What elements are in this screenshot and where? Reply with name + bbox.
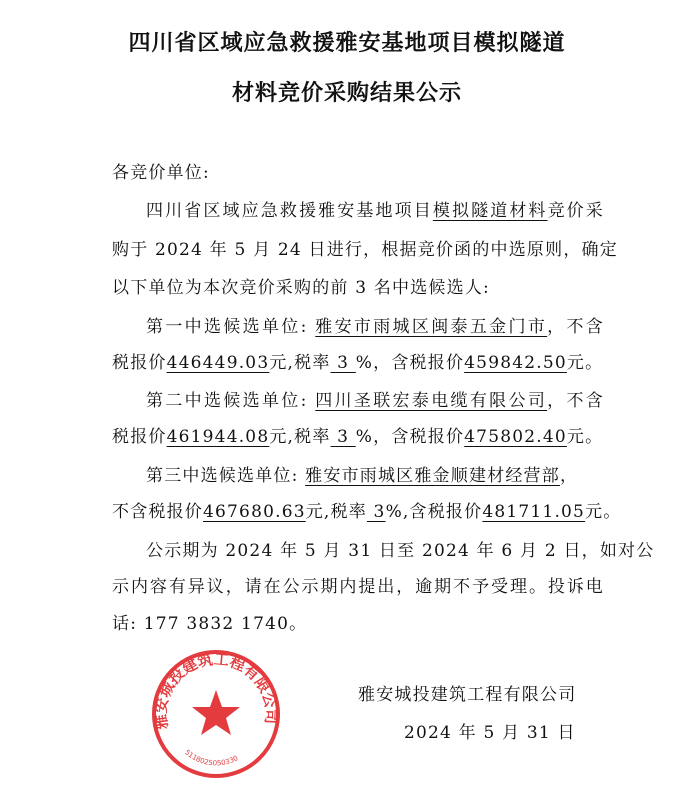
text: 元,税率 [269,427,331,447]
candidate-name: 四川圣联宏泰电缆有限公司 [315,391,548,411]
with-tax-price: 475802.40 [464,427,567,447]
stamp-text: 雅安城投建筑工程有限公司 [151,649,281,731]
text: 元,税率 [269,353,331,373]
intro-text: 四川省区域应急救援雅安基地项目 [146,201,433,221]
tax-rate: 3 [330,427,356,447]
candidate-3-line1 [146,461,578,486]
intro-text: 竞价采 [547,201,605,221]
candidate-3-line2 [112,497,621,522]
candidate-2-line1 [146,386,604,411]
notice-line1: 公示期为 2024 年 5 月 31 日至 2024 年 6 月 2 日，如对公 [146,541,655,561]
candidate-1-line2 [112,348,603,373]
text: 元。 [566,427,604,447]
company-seal-stamp [150,648,282,780]
text: %,含税报价 [385,502,483,522]
text: ， [559,466,579,486]
signature-date: 2024 年 5 月 31 日 [404,723,576,743]
text: 元,税率 [305,502,367,522]
candidate-name: 雅安市雨城区雅金顺建材经营部 [305,466,560,486]
text: 元。 [585,502,622,522]
star-icon [192,690,240,735]
with-tax-price: 481711.05 [482,502,586,522]
text: 税报价 [112,353,167,373]
text: 元。 [566,353,604,373]
candidate-label: 第三中选候选单位: [146,466,299,486]
pre-tax-price: 467680.63 [203,502,306,522]
intro-line2: 购于 2024 年 5 月 24 日进行，根据竞价函的中选原则，确定 [112,240,618,260]
candidate-name: 雅安市雨城区闽泰五金门市 [315,317,548,337]
text: 税报价 [112,427,167,447]
candidate-label: 第一中选候选单位: [146,317,308,337]
pre-tax-price: 446449.03 [166,353,270,373]
candidate-label: 第二中选候选单位: [146,391,308,411]
svg-text:5118025050330 [183,748,239,767]
candidate-1-line1 [146,312,604,337]
with-tax-price: 459842.50 [464,353,567,373]
pre-tax-price: 461944.08 [166,427,270,447]
candidate-2-line2 [112,422,603,447]
text: %，含税报价 [355,353,465,373]
tax-rate: 3 [366,502,386,522]
project-name: 模拟隧道材料 [432,201,548,221]
signature-company: 雅安城投建筑工程有限公司 [358,685,577,705]
salutation: 各竞价单位: [112,163,210,183]
tax-rate: 3 [330,353,356,373]
notice-line2: 示内容有异议，请在公示期内提出，逾期不予受理。投诉电 [112,577,604,597]
text: ，不含 [547,391,605,411]
document-title-line2: 材料竞价采购结果公示 [231,81,462,106]
stamp-code: 5118025050330 [183,748,240,768]
document-title-line1: 四川省区域应急救援雅安基地项目模拟隧道 [128,31,566,56]
text: %，含税报价 [355,427,465,447]
text: ，不含 [547,317,605,337]
notice-line3: 话: 177 3832 1740。 [112,614,308,634]
text: 不含税报价 [112,502,203,522]
intro-line3: 以下单位为本次竞价采购的前 3 名中选候选人: [112,278,490,298]
intro-line1 [146,196,604,221]
